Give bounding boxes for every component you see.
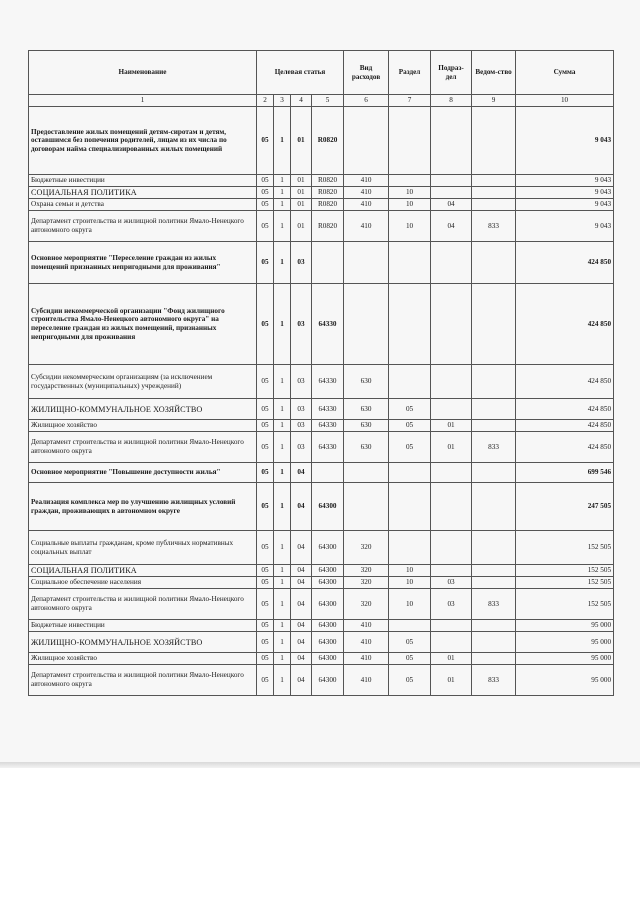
row-name: СОЦИАЛЬНАЯ ПОЛИТИКА	[29, 565, 257, 577]
table-row	[29, 632, 614, 653]
table-row	[29, 665, 614, 696]
table-body	[29, 107, 614, 696]
row-code-c2: 1	[274, 483, 291, 531]
row-code-vr: 320	[344, 531, 389, 565]
row-code-vr: 410	[344, 653, 389, 665]
row-sum: 95 000	[516, 620, 614, 632]
row-name: Департамент строительства и жилищной политики Ямало-Ненецкого автономного округа	[29, 665, 257, 696]
row-code-pr	[431, 242, 472, 284]
row-code-vr: 410	[344, 620, 389, 632]
row-code-vr: 410	[344, 199, 389, 211]
row-code-ved	[472, 242, 516, 284]
row-code-rz: 05	[389, 432, 431, 463]
row-code-c1: 05	[257, 420, 274, 432]
row-code-ved	[472, 399, 516, 420]
row-sum: 9 043	[516, 187, 614, 199]
table-row	[29, 463, 614, 483]
row-code-c2: 1	[274, 531, 291, 565]
row-code-c2: 1	[274, 565, 291, 577]
row-code-c1: 05	[257, 199, 274, 211]
row-code-c3: 04	[291, 463, 312, 483]
row-code-c1: 05	[257, 284, 274, 365]
row-code-c2: 1	[274, 242, 291, 284]
row-code-vr: 630	[344, 420, 389, 432]
table-row	[29, 107, 614, 175]
row-code-c4: R0820	[312, 175, 344, 187]
row-code-c1: 05	[257, 531, 274, 565]
row-code-pr	[431, 365, 472, 399]
col-number: 7	[389, 95, 431, 107]
row-code-rz: 05	[389, 665, 431, 696]
col-number: 1	[29, 95, 257, 107]
row-code-c1: 05	[257, 399, 274, 420]
row-code-vr	[344, 242, 389, 284]
row-sum: 152 505	[516, 565, 614, 577]
row-code-c1: 05	[257, 175, 274, 187]
row-code-c4: 64300	[312, 653, 344, 665]
row-code-ved	[472, 365, 516, 399]
row-code-ved	[472, 620, 516, 632]
row-name: Жилищное хозяйство	[29, 653, 257, 665]
row-sum: 95 000	[516, 653, 614, 665]
col-number: 9	[472, 95, 516, 107]
row-sum: 9 043	[516, 211, 614, 242]
table-row	[29, 420, 614, 432]
table-row	[29, 483, 614, 531]
row-code-c4: 64300	[312, 565, 344, 577]
row-code-c4: 64330	[312, 365, 344, 399]
row-name: Основное мероприятие "Переселение граждан из жилых помещений признанных непригодными для проживания"	[29, 242, 257, 284]
row-code-c4: R0820	[312, 211, 344, 242]
row-sum: 424 850	[516, 242, 614, 284]
col-number: 10	[516, 95, 614, 107]
table-row	[29, 589, 614, 620]
row-code-pr: 01	[431, 420, 472, 432]
col-number: 5	[312, 95, 344, 107]
row-code-c2: 1	[274, 211, 291, 242]
row-sum: 424 850	[516, 399, 614, 420]
row-code-vr: 630	[344, 399, 389, 420]
header-subsection: Подраз-дел	[431, 51, 472, 95]
row-code-pr	[431, 632, 472, 653]
row-sum: 152 505	[516, 577, 614, 589]
row-code-c2: 1	[274, 653, 291, 665]
row-code-rz	[389, 531, 431, 565]
row-sum: 95 000	[516, 632, 614, 653]
row-code-c4: 64300	[312, 483, 344, 531]
row-name: Предоставление жилых помещений детям-сиротам и детям, оставшимся без попечения родителей, лицам из их числа по договорам найма специализированных жилых помещений	[29, 107, 257, 175]
column-number-row	[29, 95, 614, 107]
row-name: ЖИЛИЩНО-КОММУНАЛЬНОЕ ХОЗЯЙСТВО	[29, 632, 257, 653]
row-sum: 9 043	[516, 199, 614, 211]
row-code-pr: 03	[431, 577, 472, 589]
row-code-pr	[431, 107, 472, 175]
row-name: Департамент строительства и жилищной политики Ямало-Ненецкого автономного округа	[29, 211, 257, 242]
row-code-c3: 03	[291, 284, 312, 365]
header-department: Ведом-ство	[472, 51, 516, 95]
row-code-rz: 05	[389, 653, 431, 665]
row-code-c3: 01	[291, 211, 312, 242]
row-code-c2: 1	[274, 365, 291, 399]
row-code-c4: 64330	[312, 284, 344, 365]
row-code-c2: 1	[274, 284, 291, 365]
row-code-rz	[389, 284, 431, 365]
row-code-c4: 64330	[312, 432, 344, 463]
row-code-vr: 410	[344, 665, 389, 696]
row-code-c3: 03	[291, 399, 312, 420]
row-code-rz: 05	[389, 399, 431, 420]
row-code-c3: 04	[291, 589, 312, 620]
col-number: 8	[431, 95, 472, 107]
row-sum: 95 000	[516, 665, 614, 696]
row-code-c2: 1	[274, 199, 291, 211]
row-code-ved: 833	[472, 211, 516, 242]
row-code-c1: 05	[257, 242, 274, 284]
row-code-c3: 01	[291, 187, 312, 199]
row-name: Департамент строительства и жилищной политики Ямало-Ненецкого автономного округа	[29, 589, 257, 620]
row-code-pr: 01	[431, 665, 472, 696]
row-code-c1: 05	[257, 653, 274, 665]
row-code-c1: 05	[257, 632, 274, 653]
row-code-c1: 05	[257, 483, 274, 531]
row-code-ved	[472, 565, 516, 577]
row-code-rz	[389, 365, 431, 399]
row-code-c3: 03	[291, 420, 312, 432]
row-code-c1: 05	[257, 589, 274, 620]
row-sum: 424 850	[516, 420, 614, 432]
table-row	[29, 242, 614, 284]
row-sum: 152 505	[516, 589, 614, 620]
row-code-vr: 410	[344, 175, 389, 187]
row-sum: 424 850	[516, 284, 614, 365]
row-code-ved	[472, 199, 516, 211]
row-code-c4	[312, 242, 344, 284]
row-code-pr	[431, 531, 472, 565]
row-code-rz: 10	[389, 199, 431, 211]
row-code-c3: 03	[291, 365, 312, 399]
row-name: ЖИЛИЩНО-КОММУНАЛЬНОЕ ХОЗЯЙСТВО	[29, 399, 257, 420]
row-code-rz	[389, 620, 431, 632]
row-code-rz	[389, 107, 431, 175]
table-row	[29, 199, 614, 211]
row-code-rz	[389, 175, 431, 187]
row-code-c4: 64300	[312, 665, 344, 696]
row-code-c2: 1	[274, 187, 291, 199]
row-code-rz: 10	[389, 211, 431, 242]
table-row	[29, 284, 614, 365]
row-code-pr	[431, 620, 472, 632]
table-row	[29, 365, 614, 399]
col-number: 6	[344, 95, 389, 107]
row-code-c3: 04	[291, 665, 312, 696]
row-code-ved	[472, 463, 516, 483]
row-code-ved	[472, 175, 516, 187]
row-code-pr: 03	[431, 589, 472, 620]
row-code-ved	[472, 284, 516, 365]
row-sum: 424 850	[516, 365, 614, 399]
row-code-ved	[472, 107, 516, 175]
budget-table	[28, 50, 614, 696]
row-code-rz: 05	[389, 420, 431, 432]
row-sum: 9 043	[516, 175, 614, 187]
row-code-c4: 64300	[312, 531, 344, 565]
row-code-c2: 1	[274, 620, 291, 632]
row-code-rz	[389, 463, 431, 483]
row-code-pr: 04	[431, 211, 472, 242]
row-name: Бюджетные инвестиции	[29, 620, 257, 632]
row-name: Охрана семьи и детства	[29, 199, 257, 211]
row-code-ved	[472, 632, 516, 653]
row-code-c2: 1	[274, 399, 291, 420]
row-code-vr	[344, 284, 389, 365]
row-code-c1: 05	[257, 665, 274, 696]
row-code-pr	[431, 399, 472, 420]
row-code-c1: 05	[257, 211, 274, 242]
table-row	[29, 211, 614, 242]
row-code-c2: 1	[274, 175, 291, 187]
row-code-c3: 04	[291, 483, 312, 531]
row-code-rz: 10	[389, 589, 431, 620]
row-code-c1: 05	[257, 463, 274, 483]
header-sum: Сумма	[516, 51, 614, 95]
row-code-vr: 320	[344, 565, 389, 577]
row-name: Субсидии некоммерческой организации "Фонд жилищного строительства Ямало-Ненецкого автономного округа" на переселение граждан из жилых помещений, признанных непригодными для проживания	[29, 284, 257, 365]
row-code-c2: 1	[274, 463, 291, 483]
row-sum: 152 505	[516, 531, 614, 565]
row-code-pr	[431, 483, 472, 531]
row-code-c4: 64330	[312, 399, 344, 420]
col-number: 4	[291, 95, 312, 107]
row-code-vr: 410	[344, 211, 389, 242]
header-expense-type: Вид расходов	[344, 51, 389, 95]
row-code-c4: R0820	[312, 107, 344, 175]
row-code-c2: 1	[274, 589, 291, 620]
row-code-c4: 64300	[312, 577, 344, 589]
row-sum: 699 546	[516, 463, 614, 483]
row-code-vr: 630	[344, 432, 389, 463]
row-code-c3: 04	[291, 632, 312, 653]
row-code-c4: 64330	[312, 420, 344, 432]
row-code-c1: 05	[257, 365, 274, 399]
row-code-rz: 10	[389, 565, 431, 577]
row-code-c1: 05	[257, 620, 274, 632]
row-code-ved	[472, 653, 516, 665]
row-code-c1: 05	[257, 107, 274, 175]
row-code-pr	[431, 187, 472, 199]
col-number: 3	[274, 95, 291, 107]
row-sum: 424 850	[516, 432, 614, 463]
row-code-c1: 05	[257, 577, 274, 589]
row-code-c3: 04	[291, 531, 312, 565]
page-edge	[0, 762, 640, 768]
row-code-ved	[472, 187, 516, 199]
row-code-c3: 03	[291, 242, 312, 284]
row-name: Основное мероприятие "Повышение доступности жилья"	[29, 463, 257, 483]
row-sum: 9 043	[516, 107, 614, 175]
row-code-ved	[472, 531, 516, 565]
row-code-pr	[431, 565, 472, 577]
row-code-vr	[344, 107, 389, 175]
row-code-c2: 1	[274, 665, 291, 696]
row-name: Департамент строительства и жилищной политики Ямало-Ненецкого автономного округа	[29, 432, 257, 463]
row-code-pr: 01	[431, 432, 472, 463]
table-row	[29, 620, 614, 632]
row-name: СОЦИАЛЬНАЯ ПОЛИТИКА	[29, 187, 257, 199]
table-row	[29, 187, 614, 199]
table-row	[29, 653, 614, 665]
row-name: Субсидии некоммерческим организациям (за исключением государственных (муниципальных) учреждений)	[29, 365, 257, 399]
table-row	[29, 565, 614, 577]
row-sum: 247 505	[516, 483, 614, 531]
row-code-c3: 01	[291, 175, 312, 187]
row-code-vr: 320	[344, 589, 389, 620]
row-code-c4: 64300	[312, 620, 344, 632]
header-section: Раздел	[389, 51, 431, 95]
row-code-c3: 04	[291, 653, 312, 665]
row-code-ved	[472, 577, 516, 589]
row-code-ved	[472, 420, 516, 432]
row-code-c3: 03	[291, 432, 312, 463]
row-code-ved: 833	[472, 665, 516, 696]
row-code-ved: 833	[472, 432, 516, 463]
table-row	[29, 432, 614, 463]
row-name: Бюджетные инвестиции	[29, 175, 257, 187]
header-name: Наименование	[29, 51, 257, 95]
row-code-rz	[389, 242, 431, 284]
row-code-ved: 833	[472, 589, 516, 620]
row-code-c4	[312, 463, 344, 483]
row-code-c3: 01	[291, 199, 312, 211]
row-code-c3: 04	[291, 565, 312, 577]
row-code-c1: 05	[257, 187, 274, 199]
header-row	[29, 51, 614, 95]
row-code-c4: 64300	[312, 632, 344, 653]
row-code-c3: 04	[291, 577, 312, 589]
row-name: Реализация комплекса мер по улучшению жилищных условий граждан, проживающих в автономном округе	[29, 483, 257, 531]
table-row	[29, 531, 614, 565]
row-code-c4: 64300	[312, 589, 344, 620]
row-code-vr	[344, 463, 389, 483]
row-code-c2: 1	[274, 432, 291, 463]
row-code-pr	[431, 175, 472, 187]
row-code-c4: R0820	[312, 199, 344, 211]
header-target: Целевая статья	[257, 51, 344, 95]
row-code-vr: 630	[344, 365, 389, 399]
row-code-vr	[344, 483, 389, 531]
row-code-pr: 01	[431, 653, 472, 665]
row-code-pr	[431, 284, 472, 365]
col-number: 2	[257, 95, 274, 107]
row-code-ved	[472, 483, 516, 531]
row-name: Жилищное хозяйство	[29, 420, 257, 432]
table-row	[29, 175, 614, 187]
row-code-pr: 04	[431, 199, 472, 211]
row-code-c3: 04	[291, 620, 312, 632]
row-code-c3: 01	[291, 107, 312, 175]
row-code-vr: 410	[344, 187, 389, 199]
row-code-vr: 410	[344, 632, 389, 653]
row-code-c4: R0820	[312, 187, 344, 199]
row-name: Социальное обеспечение населения	[29, 577, 257, 589]
row-code-c2: 1	[274, 577, 291, 589]
row-code-rz: 10	[389, 187, 431, 199]
row-code-c2: 1	[274, 420, 291, 432]
row-code-c1: 05	[257, 432, 274, 463]
row-code-c2: 1	[274, 107, 291, 175]
row-code-c2: 1	[274, 632, 291, 653]
row-code-c1: 05	[257, 565, 274, 577]
row-code-pr	[431, 463, 472, 483]
row-code-rz	[389, 483, 431, 531]
row-name: Социальные выплаты гражданам, кроме публичных нормативных социальных выплат	[29, 531, 257, 565]
row-code-vr: 320	[344, 577, 389, 589]
table-row	[29, 399, 614, 420]
row-code-rz: 05	[389, 632, 431, 653]
row-code-rz: 10	[389, 577, 431, 589]
table-row	[29, 577, 614, 589]
